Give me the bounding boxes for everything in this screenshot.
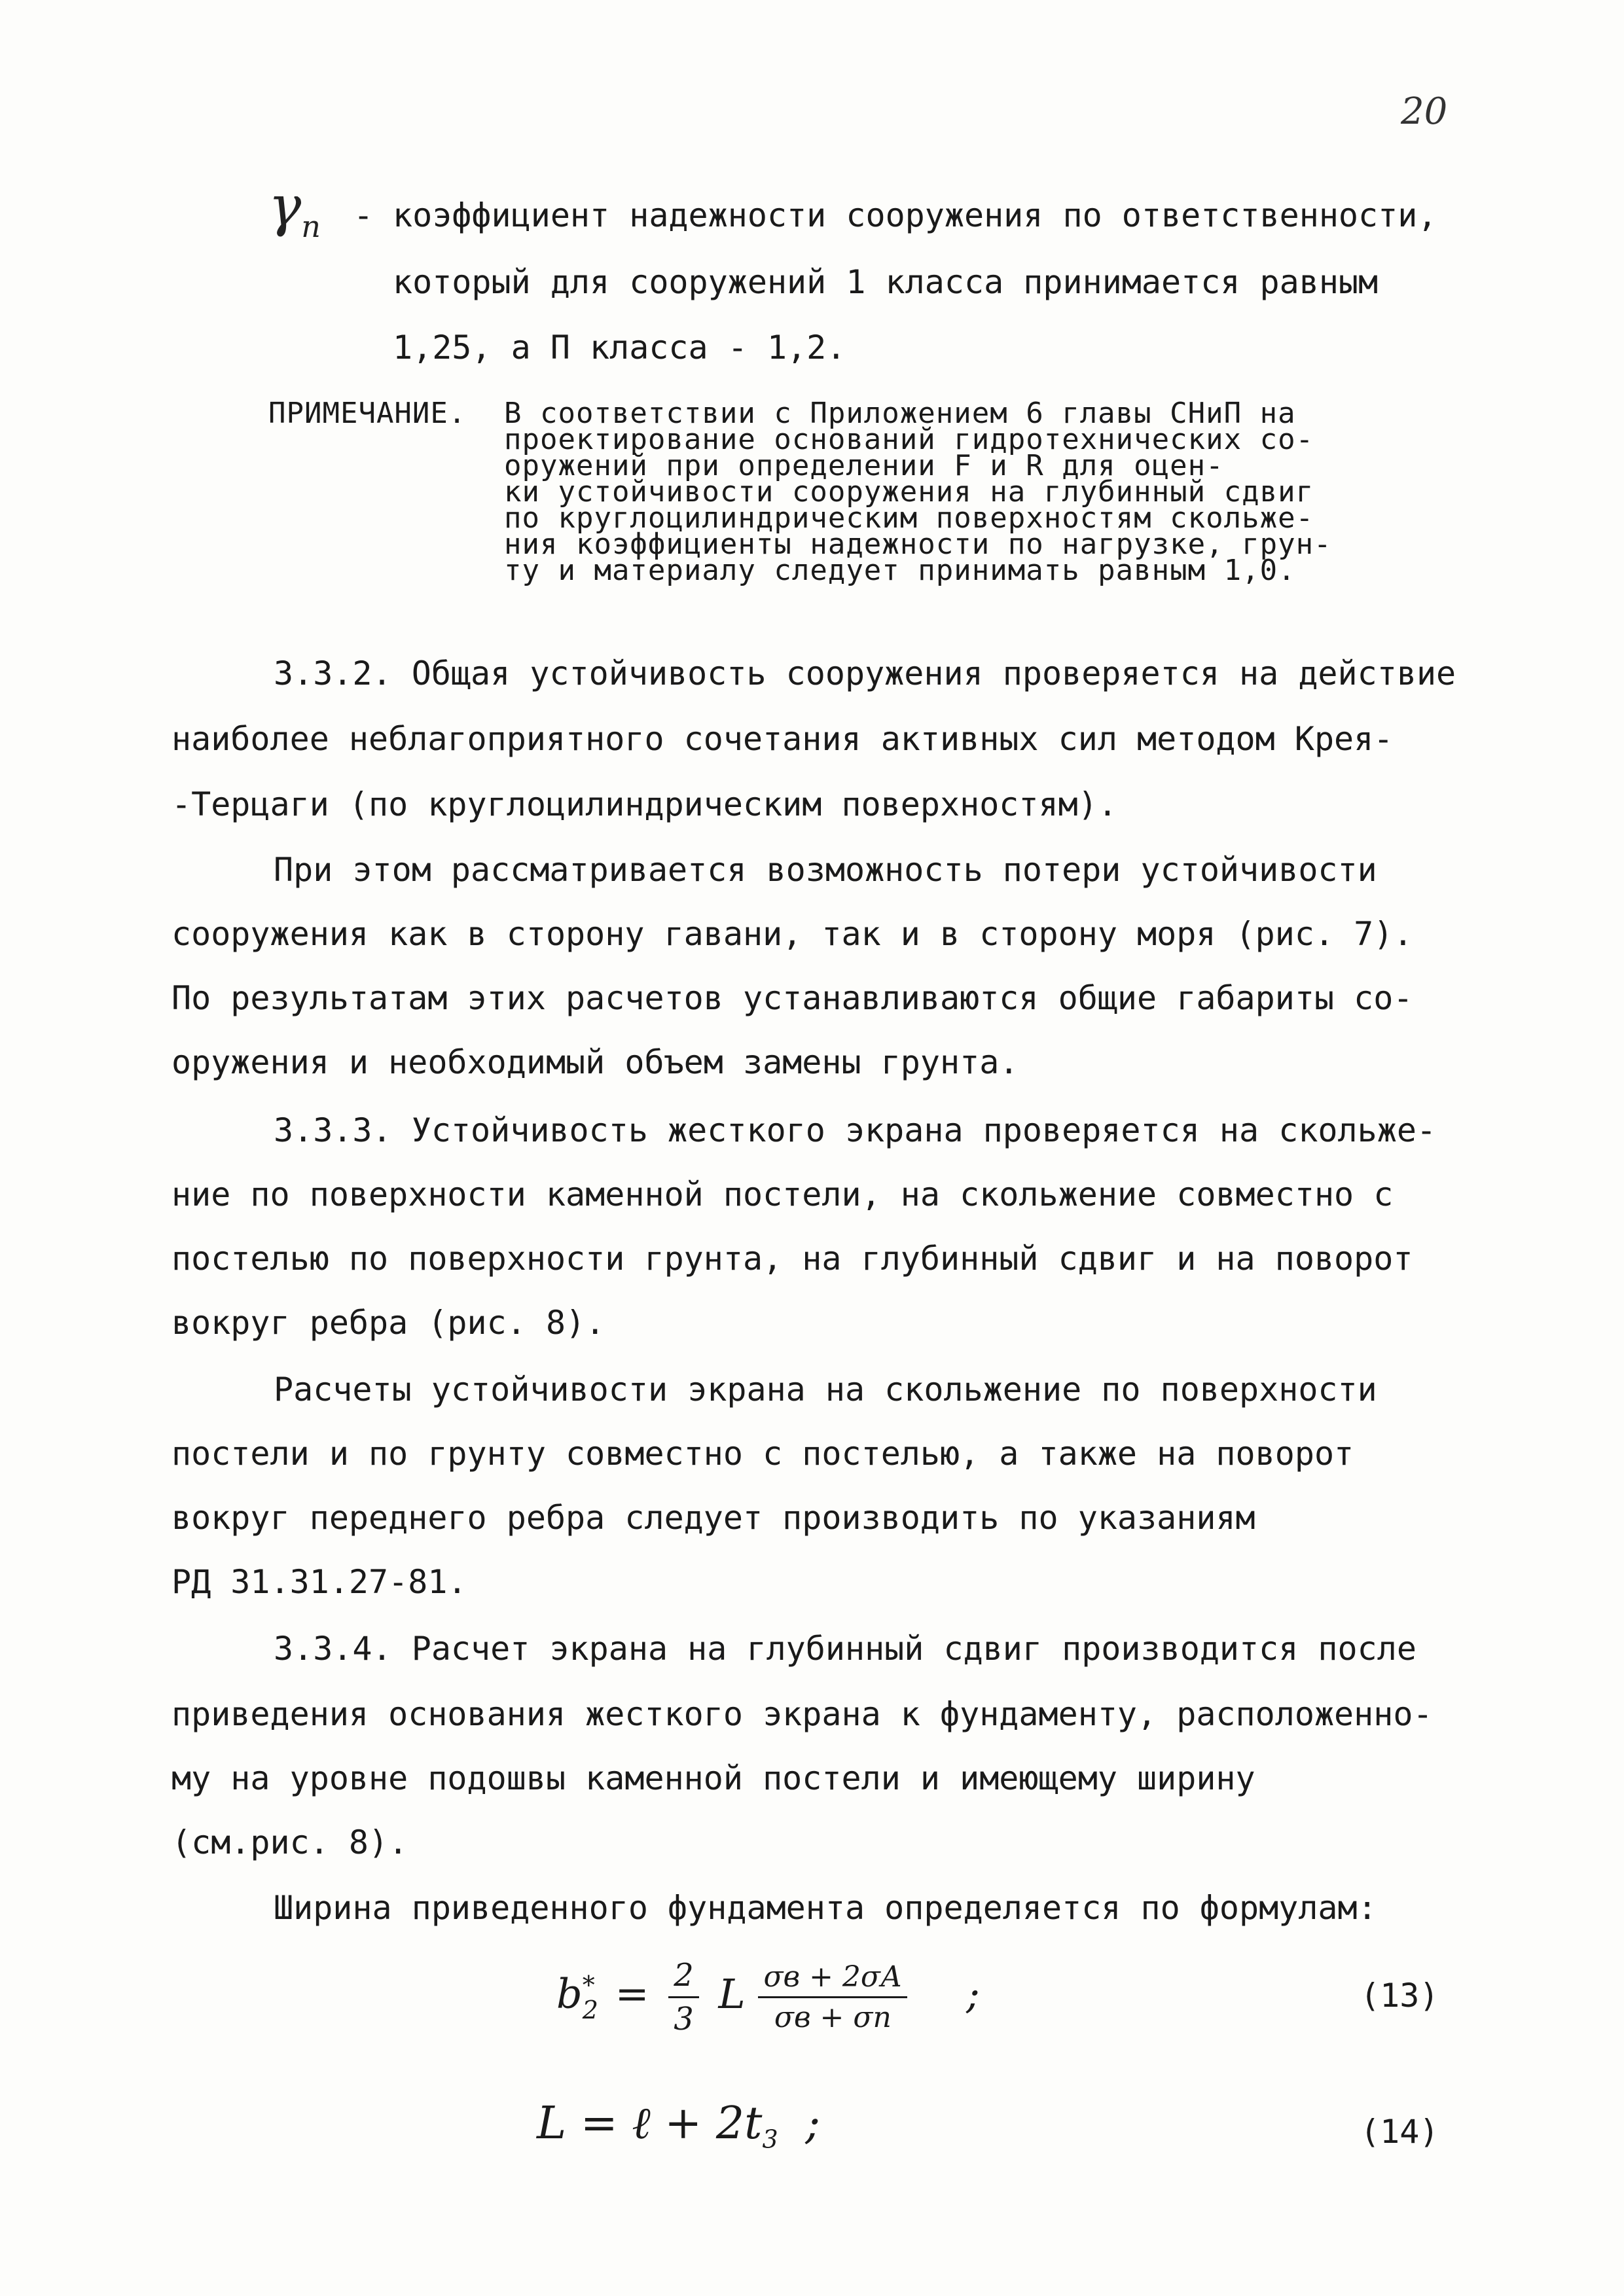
formula-13 <box>556 1957 980 2037</box>
gamma-dash: - <box>353 196 374 234</box>
formula-13-coef-den: 3 <box>674 2001 694 2037</box>
formula-14-sub: 3 <box>762 2125 778 2154</box>
formula-13-coefficient <box>668 1957 699 2037</box>
note-line: ту и материалу следует принимать равным 1,0. <box>504 554 1296 587</box>
para-334-line: му на уровне подошвы каменной постели и имеющему ширину <box>171 1759 1255 1797</box>
para-332b-line: сооружения как в сторону гавани, так и в сторону моря (рис. 7). <box>171 915 1413 953</box>
formula-13-lhs: b <box>556 1969 583 2018</box>
gamma-def-line-1: коэффициент надежности сооружения по ответственности, <box>393 196 1437 234</box>
formula-13-fraction <box>758 1960 907 2034</box>
page-number: 20 <box>1401 90 1448 133</box>
formula-13-lhs-sup: * <box>582 1970 595 2000</box>
gamma-letter: γ <box>268 174 302 238</box>
note-line: проектирование оснований гидротехнических со- <box>504 423 1314 456</box>
para-332b-line: При этом рассматривается возможность потери устойчивости <box>274 851 1377 889</box>
formula-14-expression: L = ℓ + 2t <box>537 2098 763 2149</box>
para-333b-line: постели и по грунту совместно с постелью, а также на поворот <box>171 1435 1354 1473</box>
gamma-symbol <box>268 174 321 244</box>
para-333-line: ние по поверхности каменной постели, на скольжение совместно с <box>171 1175 1394 1213</box>
formula-13-den: σв + σп <box>774 2001 892 2034</box>
para-333-line: вокруг ребра (рис. 8). <box>171 1304 605 1342</box>
formula-13-coef-num: 2 <box>668 1957 699 1998</box>
formula-13-L: L <box>718 1969 746 2018</box>
gamma-def-line-3: 1,25, а П класса - 1,2. <box>393 329 846 367</box>
formula-13-semicolon: ; <box>966 1969 980 2018</box>
formula-14-semicolon: ; <box>805 2098 821 2149</box>
para-334-line: приведения основания жесткого экрана к фундаменту, расположенно- <box>171 1695 1433 1733</box>
note-line: В соответствии с Приложением 6 главы СНиП на <box>504 397 1296 430</box>
para-332b-line: оружения и необходимый объем замены грунта. <box>171 1043 1019 1081</box>
para-334b-line: Ширина приведенного фундамента определяется по формулам: <box>274 1889 1377 1927</box>
gamma-subscript: n <box>301 208 321 244</box>
para-332-line: -Терцаги (по круглоцилиндрическим поверхностям). <box>171 785 1117 823</box>
para-333b-line: РД 31.31.27-81. <box>171 1563 467 1601</box>
gamma-def-line-2: который для сооружений 1 класса принимается равным <box>393 263 1379 301</box>
para-332-line: наиболее неблагоприятного сочетания активных сил методом Крея- <box>171 720 1394 758</box>
para-333b-line: вокруг переднего ребра следует производить по указаниям <box>171 1499 1255 1537</box>
para-334-line: (см.рис. 8). <box>171 1823 408 1861</box>
para-333-line: постелью по поверхности грунта, на глубинный сдвиг и на поворот <box>171 1240 1413 1278</box>
formula-13-equals: = <box>615 1969 649 2018</box>
para-334-line: 3.3.4. Расчет экрана на глубинный сдвиг производится после <box>274 1630 1416 1668</box>
formula-14 <box>537 2098 820 2154</box>
note-label: ПРИМЕЧАНИЕ. <box>268 397 467 430</box>
note-line: ки устойчивости сооружения на глубинный сдвиг <box>504 475 1314 509</box>
para-333b-line: Расчеты устойчивости экрана на скольжение по поверхности <box>274 1371 1377 1408</box>
para-333-line: 3.3.3. Устойчивость жесткого экрана проверяется на скольже- <box>274 1111 1437 1149</box>
note-line: по круглоцилиндрическим поверхностям скольже- <box>504 501 1314 535</box>
formula-13-num: σв + 2σА <box>758 1960 907 1998</box>
note-line: ния коэффициенты надежности по нагрузке, грун- <box>504 528 1332 561</box>
para-332b-line: По результатам этих расчетов устанавливаются общие габариты со- <box>171 979 1413 1017</box>
formula-14-number: (14) <box>1360 2113 1439 2151</box>
formula-13-number: (13) <box>1360 1977 1439 2015</box>
para-332-line: 3.3.2. Общая устойчивость сооружения проверяется на действие <box>274 655 1456 692</box>
note-line: оружений при определении F и R для оцен- <box>504 449 1224 482</box>
formula-13-lhs-sub: 2 <box>582 1995 598 2024</box>
